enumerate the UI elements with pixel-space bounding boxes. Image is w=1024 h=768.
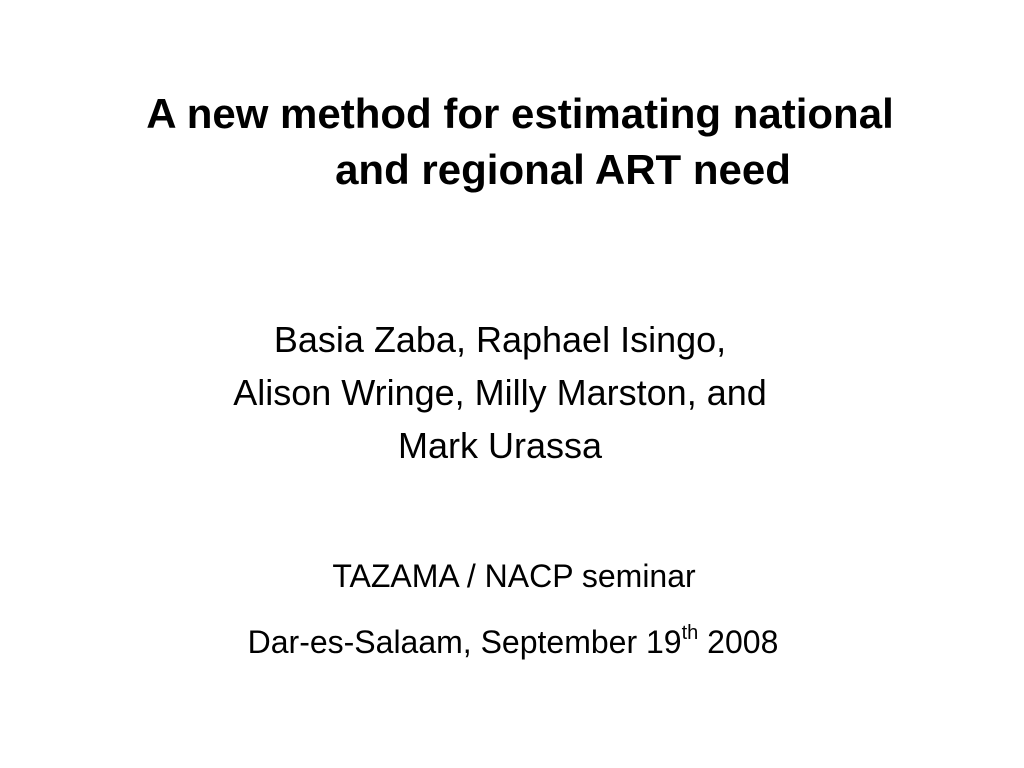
event-location-date-prefix: Dar-es-Salaam, September 19 [247, 624, 682, 660]
authors-line-1: Basia Zaba, Raphael Isingo, [273, 319, 727, 360]
event-year: 2008 [698, 624, 779, 660]
authors-line-3: Mark Urassa [397, 425, 603, 466]
slide-title [0, 86, 1024, 198]
event-info [0, 554, 1024, 664]
author-list [120, 313, 880, 472]
title-line-1: A new method for estimating national [146, 90, 894, 137]
event-name: TAZAMA / NACP seminar [332, 558, 696, 594]
event-location-date [0, 620, 1024, 664]
title-line-2: and regional ART need [335, 146, 791, 193]
event-date-ordinal: th [681, 622, 699, 644]
authors-line-2: Alison Wringe, Milly Marston, and [233, 372, 767, 413]
